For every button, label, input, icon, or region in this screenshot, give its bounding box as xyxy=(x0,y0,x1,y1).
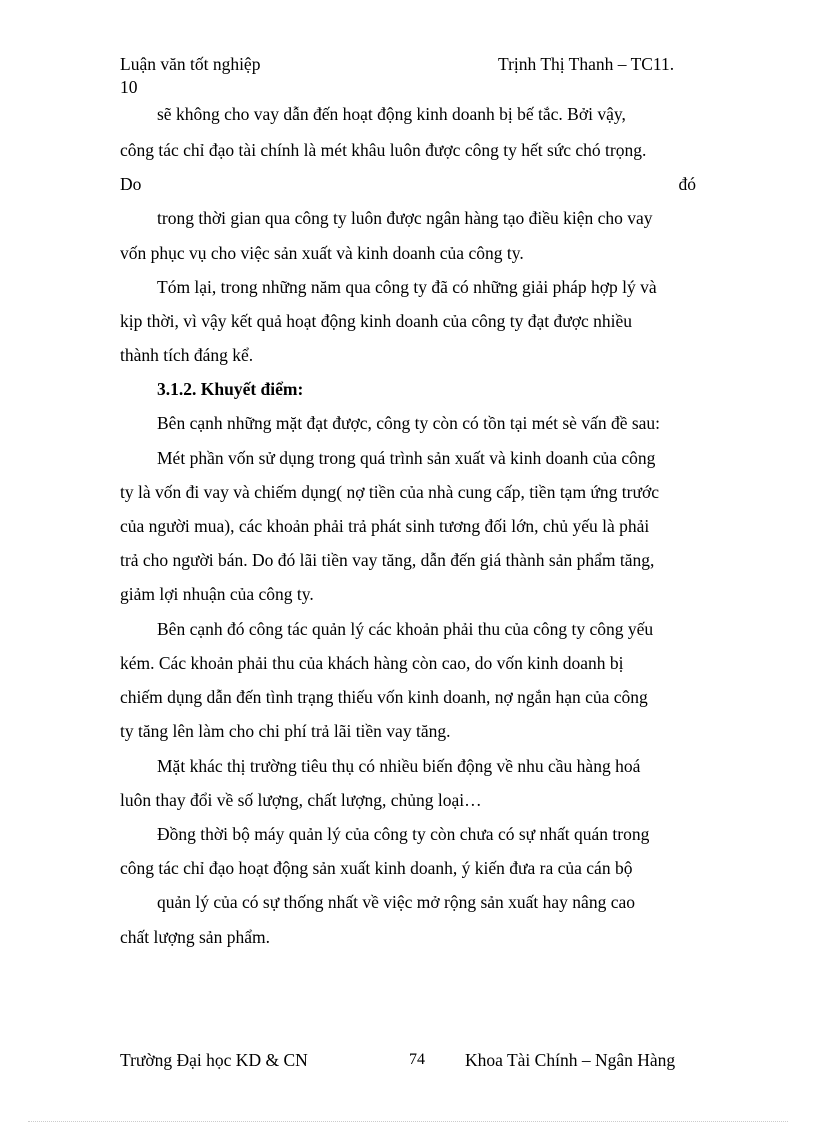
page-bottom-divider xyxy=(28,1121,788,1122)
paragraph-line: giảm lợi nhuận của công ty. xyxy=(120,584,314,604)
paragraph-word: đó xyxy=(678,174,696,194)
paragraph-line: Mặt khác thị trường tiêu thụ có nhiều biến động về nhu cầu hàng hoá xyxy=(157,756,641,776)
header-thesis-label: Luận văn tốt nghiệp xyxy=(120,54,261,74)
paragraph-line: luôn thay đổi về số lượng, chất lượng, chủng loại… xyxy=(120,790,482,810)
paragraph-line: sẽ không cho vay dẫn đến hoạt động kinh doanh bị bế tắc. Bởi vậy, xyxy=(157,104,626,124)
footer-university: Trường Đại học KD & CN xyxy=(120,1050,308,1070)
paragraph-line: của người mua), các khoản phải trả phát sinh tương đối lớn, chủ yếu là phải xyxy=(120,516,650,536)
paragraph-line: trong thời gian qua công ty luôn được ngân hàng tạo điều kiện cho vay xyxy=(157,208,653,228)
paragraph-line: Tóm lại, trong những năm qua công ty đã có những giải pháp hợp lý và xyxy=(157,277,657,297)
paragraph-line: vốn phục vụ cho việc sản xuất và kinh doanh của công ty. xyxy=(120,243,524,263)
page-number: 74 xyxy=(409,1051,425,1068)
paragraph-line: thành tích đáng kể. xyxy=(120,345,254,365)
paragraph-line: công tác chỉ đạo tài chính là mét khâu luôn được công ty hết sức chó trọng. xyxy=(120,140,647,160)
paragraph-line: công tác chỉ đạo hoạt động sản xuất kinh doanh, ý kiến đưa ra của cán bộ xyxy=(120,858,633,878)
paragraph-line: Đồng thời bộ máy quản lý của công ty còn chưa có sự nhất quán trong xyxy=(157,824,650,844)
footer-faculty: Khoa Tài Chính – Ngân Hàng xyxy=(465,1050,676,1070)
header-author-continuation: 10 xyxy=(120,77,138,97)
paragraph-line: chất lượng sản phẩm. xyxy=(120,927,270,947)
paragraph-line: ty là vốn đi vay và chiếm dụng( nợ tiền của nhà cung cấp, tiền tạm ứng trước xyxy=(120,482,659,502)
paragraph-line xyxy=(120,176,696,194)
paragraph-line: Mét phần vốn sử dụng trong quá trình sản xuất và kinh doanh của công xyxy=(157,448,656,468)
paragraph-line: trả cho người bán. Do đó lãi tiền vay tăng, dẫn đến giá thành sản phẩm tăng, xyxy=(120,550,655,570)
paragraph-line: chiếm dụng dẫn đến tình trạng thiếu vốn kinh doanh, nợ ngắn hạn của công xyxy=(120,687,648,707)
header-author: Trịnh Thị Thanh – TC11. xyxy=(498,54,675,74)
paragraph-line: ty tăng lên làm cho chi phí trả lãi tiền vay tăng. xyxy=(120,721,451,741)
paragraph-line: Bên cạnh đó công tác quản lý các khoản phải thu của công ty công yếu xyxy=(157,619,654,639)
paragraph-line: kịp thời, vì vậy kết quả hoạt động kinh doanh của công ty đạt được nhiều xyxy=(120,311,633,331)
paragraph-line: Bên cạnh những mặt đạt được, công ty còn có tồn tại mét sè vấn đề sau: xyxy=(157,413,661,433)
paragraph-word: Do xyxy=(120,174,142,194)
paragraph-line: kém. Các khoản phải thu của khách hàng còn cao, do vốn kinh doanh bị xyxy=(120,653,624,673)
paragraph-line: quản lý của có sự thống nhất về việc mở rộng sản xuất hay nâng cao xyxy=(157,892,635,912)
section-heading: 3.1.2. Khuyết điểm: xyxy=(157,379,304,399)
